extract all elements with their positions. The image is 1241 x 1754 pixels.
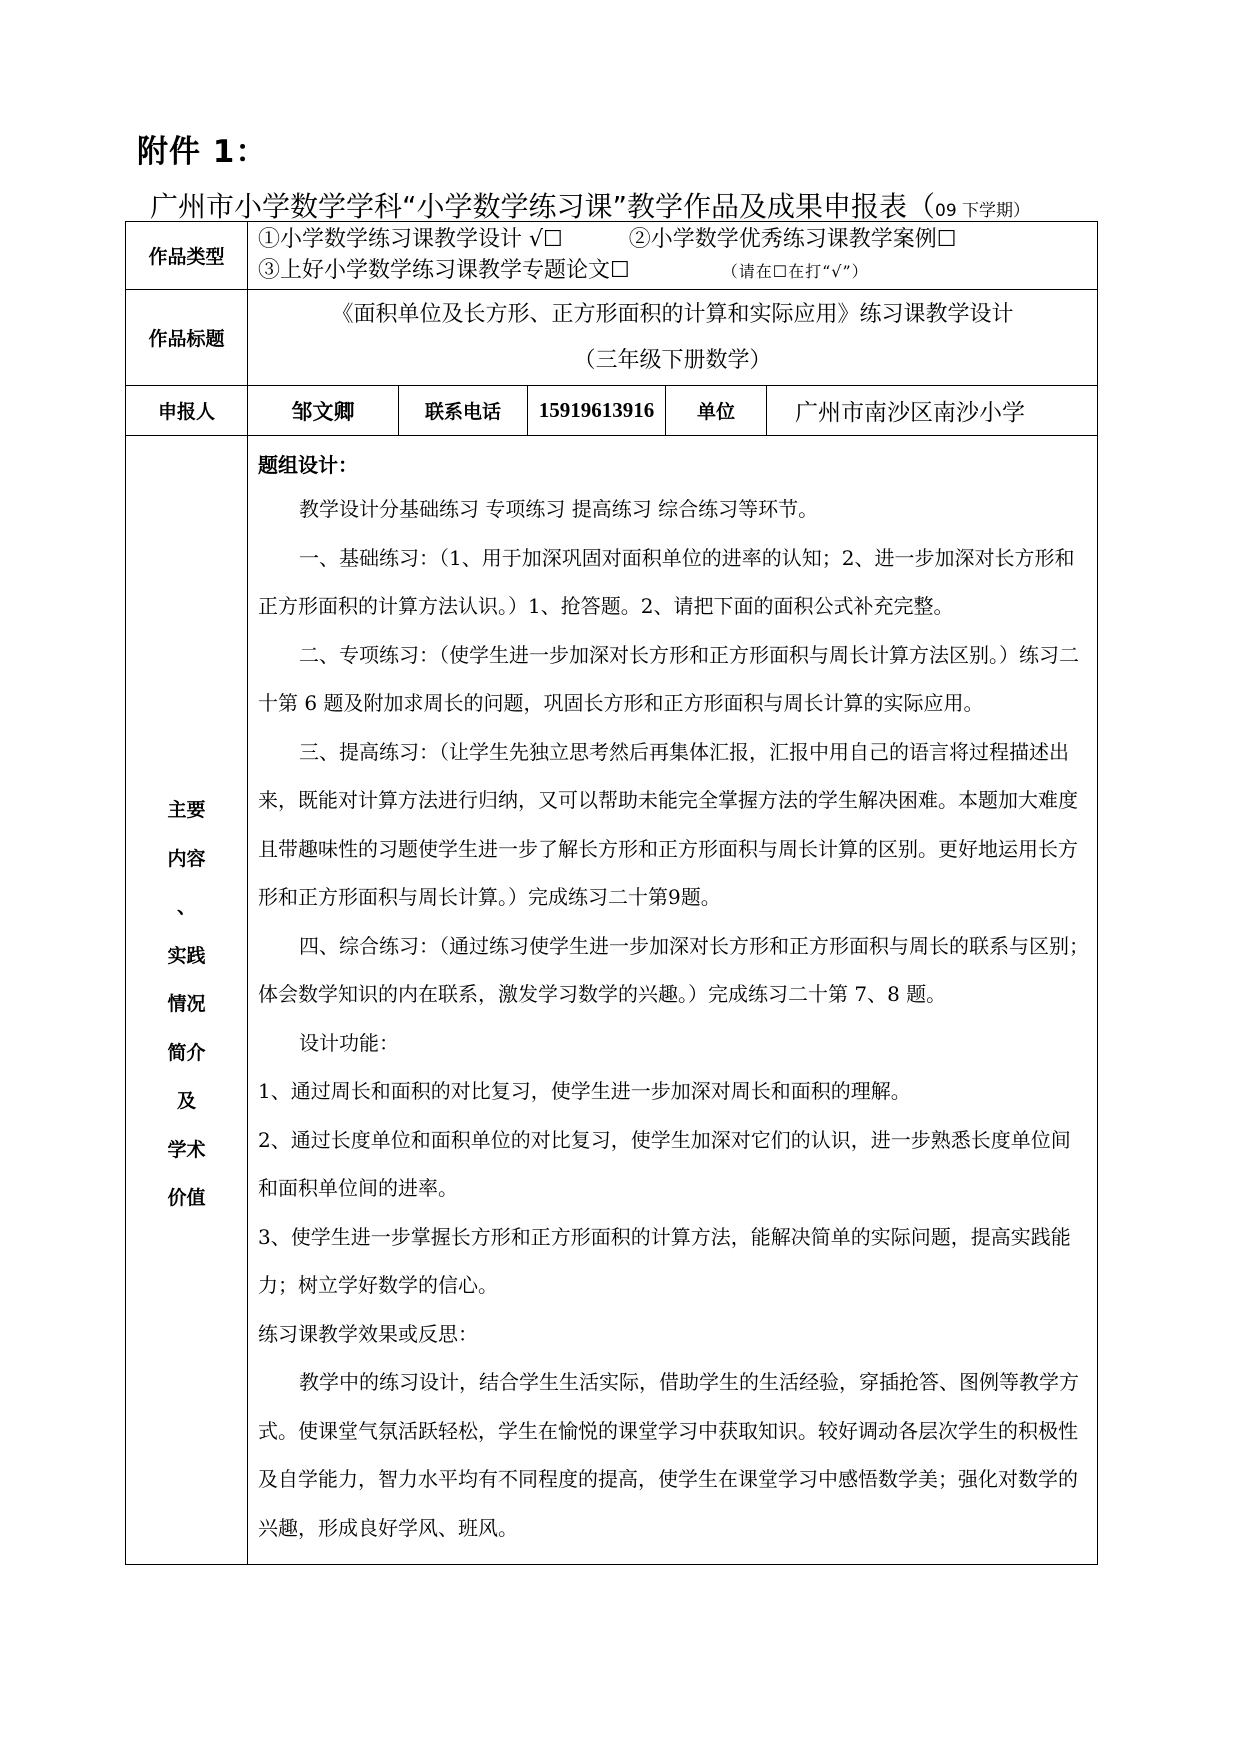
document-title-main: 广州市小学数学学科“小学数学练习课”教学作品及成果申报表（: [150, 190, 936, 223]
work-type-line-1: [258, 224, 1097, 255]
content-row: [126, 436, 1098, 1565]
application-form-table: [125, 221, 1098, 1565]
work-type-option-3: ③上好小学数学练习课教学专题论文☐: [258, 258, 630, 283]
work-type-label: 作品类型: [126, 222, 248, 290]
unit-value: 广州市南沙区南沙小学: [767, 386, 1098, 436]
applicant-row: [126, 386, 1098, 436]
content-paragraph: 四、综合练习：（通过练习使学生进一步加深对长方形和正方形面积与周长的联系与区别；体会数学知识的内在联系，激发学习数学的兴趣。）完成练习二十第 7、8 题。: [258, 933, 1089, 1006]
attachment-label: 附件 1：: [137, 134, 268, 170]
applicant-name: 邹文卿: [248, 386, 399, 436]
reflection-heading: 练习课教学效果或反思：: [258, 1321, 478, 1346]
phone-value: 15919613916: [528, 386, 666, 436]
content-paragraph: 设计功能：: [299, 1030, 399, 1055]
content-paragraph: 一、基础练习：（1、用于加深巩固对面积单位的进率的认知；2、进一步加深对长方形和正方形面积的计算方法认识。）1、抢答题。2、请把下面的面积公式补充完整。: [258, 545, 1075, 618]
applicant-label: 申报人: [126, 386, 248, 436]
side-label-line: 内容: [167, 847, 206, 870]
work-title-row: [126, 290, 1098, 386]
content-paragraph: 教学设计分基础练习 专项练习 提高练习 综合练习等环节。: [299, 497, 819, 521]
reflection-paragraph: 教学中的练习设计，结合学生生活实际，借助学生的生活经验，穿插抢答、图例等教学方式。使课堂气氛活跃轻松，学生在愉悦的课堂学习中获取知识。较好调动各层次学生的积极性及自学能力，智力水平均有不同程度的提高，使学生在课堂学习中感悟数学美；强化对数学的兴趣，形成良好学风、班风。: [258, 1370, 1079, 1540]
function-item: 2、通过长度单位和面积单位的对比复习，使学生加深对它们的认识，进一步熟悉长度单位间和面积单位间的进率。: [258, 1127, 1071, 1200]
function-item: 1、通过周长和面积的对比复习，使学生进一步加深对周长和面积的理解。: [258, 1079, 911, 1103]
side-label-line: 学术: [167, 1138, 206, 1161]
side-label-line: 简介: [167, 1041, 206, 1064]
work-title-line-2: （三年级下册数学）: [573, 347, 772, 373]
work-type-note: （请在☐在打“√”）: [721, 262, 869, 281]
work-title-value: [248, 290, 1098, 386]
function-item: 3、使学生进一步掌握长方形和正方形面积的计算方法，能解决简单的实际问题，提高实践能力；树立学好数学的信心。: [258, 1224, 1071, 1297]
work-title-label: 作品标题: [126, 290, 248, 386]
work-type-row: [126, 222, 1098, 290]
side-label-line: 、: [176, 896, 196, 918]
content-heading: 题组设计：: [258, 453, 358, 477]
work-type-option-2: ②小学数学优秀练习课教学案例☐: [628, 227, 957, 252]
content-body: [248, 436, 1098, 1565]
work-type-option-1: ①小学数学练习课教学设计 √☐: [258, 227, 563, 252]
content-paragraph: 三、提高练习：（让学生先独立思考然后再集体汇报，汇报中用自己的语言将过程描述出来，既能对计算方法进行归纳，又可以帮助未能完全掌握方法的学生解决困难。本题加大难度且带趣味性的习题使学生进一步了解长方形和正方形面积与周长计算的区别。更好地运用长方形和正方形面积与周长计算。）完成练习二十第9题。: [258, 739, 1078, 909]
side-label-line: 及: [176, 1090, 196, 1112]
work-type-options: [248, 222, 1098, 290]
document-title: [150, 185, 1150, 225]
work-title-line-1: 《面积单位及长方形、正方形面积的计算和实际应用》练习课教学设计: [331, 301, 1014, 327]
side-label-line: 情况: [167, 993, 206, 1015]
content-paragraph: 二、专项练习：（使学生进一步加深对长方形和正方形面积与周长计算方法区别。）练习二十第 6 题及附加求周长的问题，巩固长方形和正方形面积与周长计算的实际应用。: [258, 642, 1079, 715]
side-label-line: 主要: [167, 799, 206, 821]
side-label-line: 价值: [167, 1187, 206, 1209]
unit-label: 单位: [666, 386, 767, 436]
side-label-line: 实践: [167, 944, 206, 967]
phone-label: 联系电话: [399, 386, 528, 436]
content-side-label: [126, 436, 248, 1565]
document-title-term: 09 下学期）: [935, 201, 1031, 221]
work-type-line-2: [258, 255, 1097, 287]
